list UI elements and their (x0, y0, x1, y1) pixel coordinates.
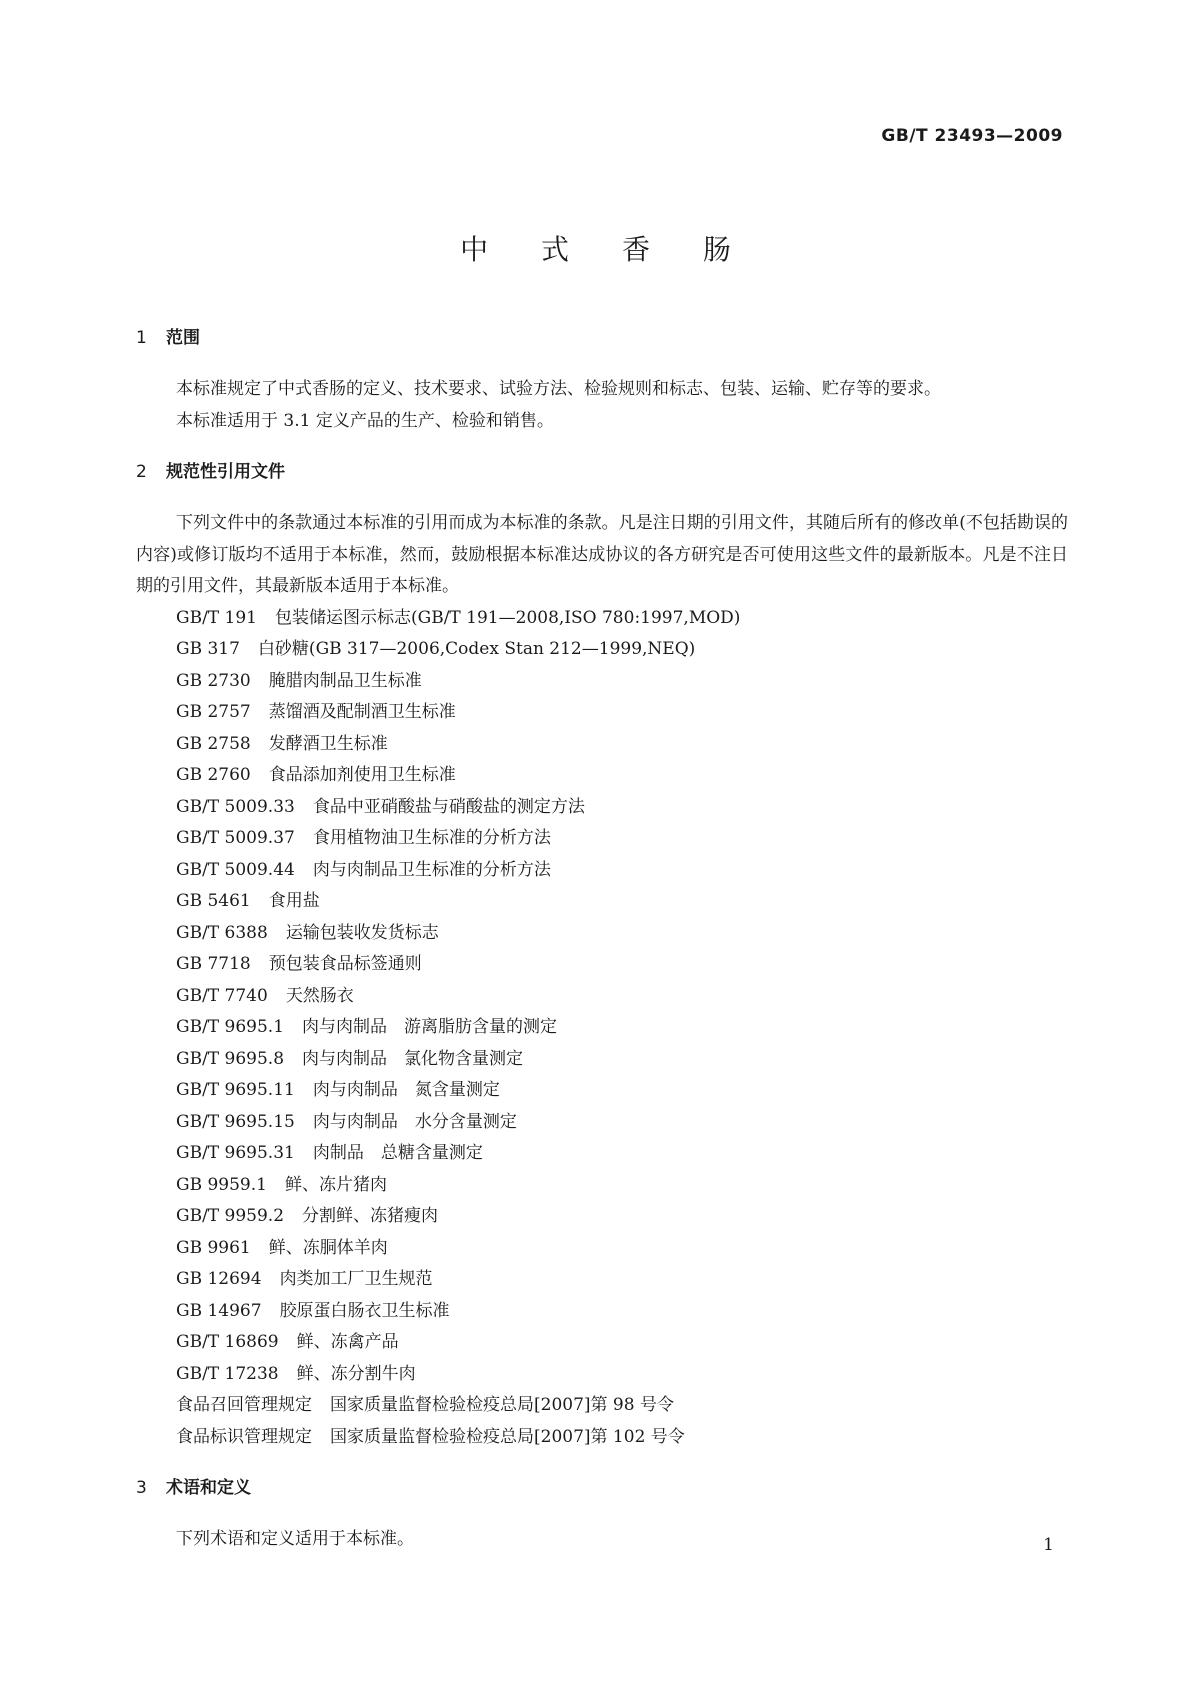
section-number: 1 (136, 328, 147, 348)
reference-title: 分割鲜、冻猪瘦肉 (302, 1206, 439, 1226)
reference-title: 胶原蛋白肠衣卫生标准 (279, 1300, 450, 1321)
reference-item (136, 666, 1068, 698)
reference-code: GB/T 9695.15 (176, 1111, 295, 1132)
section-heading-normative-references (136, 457, 1068, 488)
reference-code: GB 2758 (176, 733, 251, 754)
reference-code: GB/T 9695.1 (176, 1017, 285, 1037)
reference-item (136, 634, 1068, 666)
reference-title: 白砂糖(GB 317—2006,Codex Stan 212—1999,NEQ) (257, 639, 696, 659)
reference-title: 国家质量监督检验检疫总局[2007]第 98 号令 (330, 1395, 674, 1415)
reference-item (136, 792, 1068, 824)
reference-item (136, 603, 1068, 635)
reference-title: 肉类加工厂卫生规范 (279, 1269, 433, 1289)
document-title: 中 式 香 肠 (460, 233, 753, 266)
reference-item (136, 729, 1068, 761)
section-number: 3 (136, 1478, 147, 1498)
reference-title: 腌腊肉制品卫生标准 (268, 670, 422, 691)
reference-item (136, 918, 1068, 950)
reference-title: 肉与肉制品 水分含量测定 (312, 1111, 517, 1132)
page-number: 1 (1043, 1535, 1054, 1555)
reference-item (136, 697, 1068, 729)
reference-title: 食品中亚硝酸盐与硝酸盐的测定方法 (312, 796, 585, 817)
reference-code: 食品标识管理规定 (176, 1426, 312, 1447)
standard-code: GB/T 23493—2009 (881, 126, 1063, 146)
reference-item (136, 760, 1068, 792)
reference-item (136, 1359, 1068, 1391)
reference-code: GB 2760 (176, 765, 251, 785)
reference-item (136, 1075, 1068, 1107)
reference-title: 鲜、冻禽产品 (296, 1332, 399, 1352)
reference-item (136, 1107, 1068, 1139)
scope-paragraph: 本标准规定了中式香肠的定义、技术要求、试验方法、检验规则和标志、包装、运输、贮存等的要求。 (176, 379, 941, 399)
reference-item (136, 855, 1068, 887)
reference-title: 鲜、冻分割牛肉 (296, 1363, 416, 1384)
reference-title: 蒸馏酒及配制酒卫生标准 (268, 702, 456, 722)
reference-title: 预包装食品标签通则 (268, 954, 422, 974)
reference-code: GB 5461 (176, 891, 251, 911)
reference-item (136, 1044, 1068, 1076)
section-heading-scope (136, 323, 1068, 354)
reference-code: GB/T 5009.37 (176, 828, 295, 848)
reference-title: 肉与肉制品卫生标准的分析方法 (312, 859, 551, 880)
reference-title: 肉与肉制品 氯化物含量测定 (302, 1048, 524, 1069)
reference-item (136, 981, 1068, 1013)
reference-title: 国家质量监督检验检疫总局[2007]第 102 号令 (330, 1426, 685, 1447)
reference-code: GB/T 9695.8 (176, 1048, 285, 1069)
reference-item (136, 1264, 1068, 1296)
reference-item (136, 1390, 1068, 1422)
reference-code: GB/T 6388 (176, 922, 268, 943)
document-body (136, 323, 1068, 1556)
reference-item (136, 1012, 1068, 1044)
reference-title: 肉与肉制品 游离脂肪含量的测定 (302, 1017, 558, 1037)
section-heading-terms-definitions (136, 1473, 1068, 1504)
reference-title: 食用盐 (268, 891, 320, 911)
reference-code: GB/T 191 (176, 607, 257, 628)
reference-code: GB/T 16869 (176, 1332, 279, 1352)
reference-code: GB/T 5009.44 (176, 859, 295, 880)
terms-paragraph: 下列术语和定义适用于本标准。 (176, 1529, 414, 1549)
reference-title: 运输包装收发货标志 (285, 922, 439, 943)
reference-title: 鲜、冻胴体羊肉 (268, 1237, 388, 1258)
reference-item (136, 1201, 1068, 1233)
section-number: 2 (136, 462, 147, 482)
section-title: 规范性引用文件 (166, 462, 285, 482)
reference-code: GB 2730 (176, 670, 251, 691)
reference-code: GB/T 17238 (176, 1363, 279, 1384)
reference-code: GB 12694 (176, 1269, 262, 1289)
reference-code: GB 14967 (176, 1300, 262, 1321)
reference-code: GB 317 (176, 639, 240, 659)
reference-item (136, 886, 1068, 918)
reference-list (136, 603, 1068, 1454)
reference-title: 发酵酒卫生标准 (268, 733, 388, 754)
reference-code: GB/T 9695.31 (176, 1143, 295, 1163)
section-title: 范围 (166, 328, 200, 348)
reference-item (136, 1422, 1068, 1454)
reference-code: GB/T 5009.33 (176, 796, 295, 817)
reference-title: 天然肠衣 (285, 985, 354, 1006)
reference-code: GB/T 9695.11 (176, 1080, 295, 1100)
reference-code: GB/T 9959.2 (176, 1206, 285, 1226)
reference-title: 包装储运图示标志(GB/T 191—2008,ISO 780:1997,MOD) (275, 607, 741, 628)
reference-item (136, 1138, 1068, 1170)
reference-code: 食品召回管理规定 (176, 1395, 312, 1415)
reference-title: 食品添加剂使用卫生标准 (268, 765, 456, 785)
reference-title: 肉制品 总糖含量测定 (312, 1143, 483, 1163)
reference-item (136, 1327, 1068, 1359)
reference-code: GB 7718 (176, 954, 251, 974)
reference-item (136, 1233, 1068, 1265)
reference-code: GB 9961 (176, 1237, 251, 1258)
reference-title: 食用植物油卫生标准的分析方法 (312, 828, 551, 848)
reference-item (136, 1296, 1068, 1328)
reference-code: GB/T 7740 (176, 985, 268, 1006)
reference-item (136, 823, 1068, 855)
scope-paragraph: 本标准适用于 3.1 定义产品的生产、检验和销售。 (176, 410, 554, 431)
reference-title: 鲜、冻片猪肉 (284, 1174, 387, 1195)
reference-item (136, 1170, 1068, 1202)
section-title: 术语和定义 (166, 1478, 251, 1498)
reference-code: GB 9959.1 (176, 1174, 267, 1195)
references-intro-paragraph: 下列文件中的条款通过本标准的引用而成为本标准的条款。凡是注日期的引用文件，其随后所有的修改单(不包括勘误的内容)或修订版均不适用于本标准，然而，鼓励根据本标准达成协议的各方研究是否可使用这些文件的最新版本。凡是不注日期的引用文件，其最新版本适用于本标准。 (136, 513, 1068, 596)
reference-item (136, 949, 1068, 981)
reference-title: 肉与肉制品 氮含量测定 (312, 1080, 500, 1100)
reference-code: GB 2757 (176, 702, 251, 722)
